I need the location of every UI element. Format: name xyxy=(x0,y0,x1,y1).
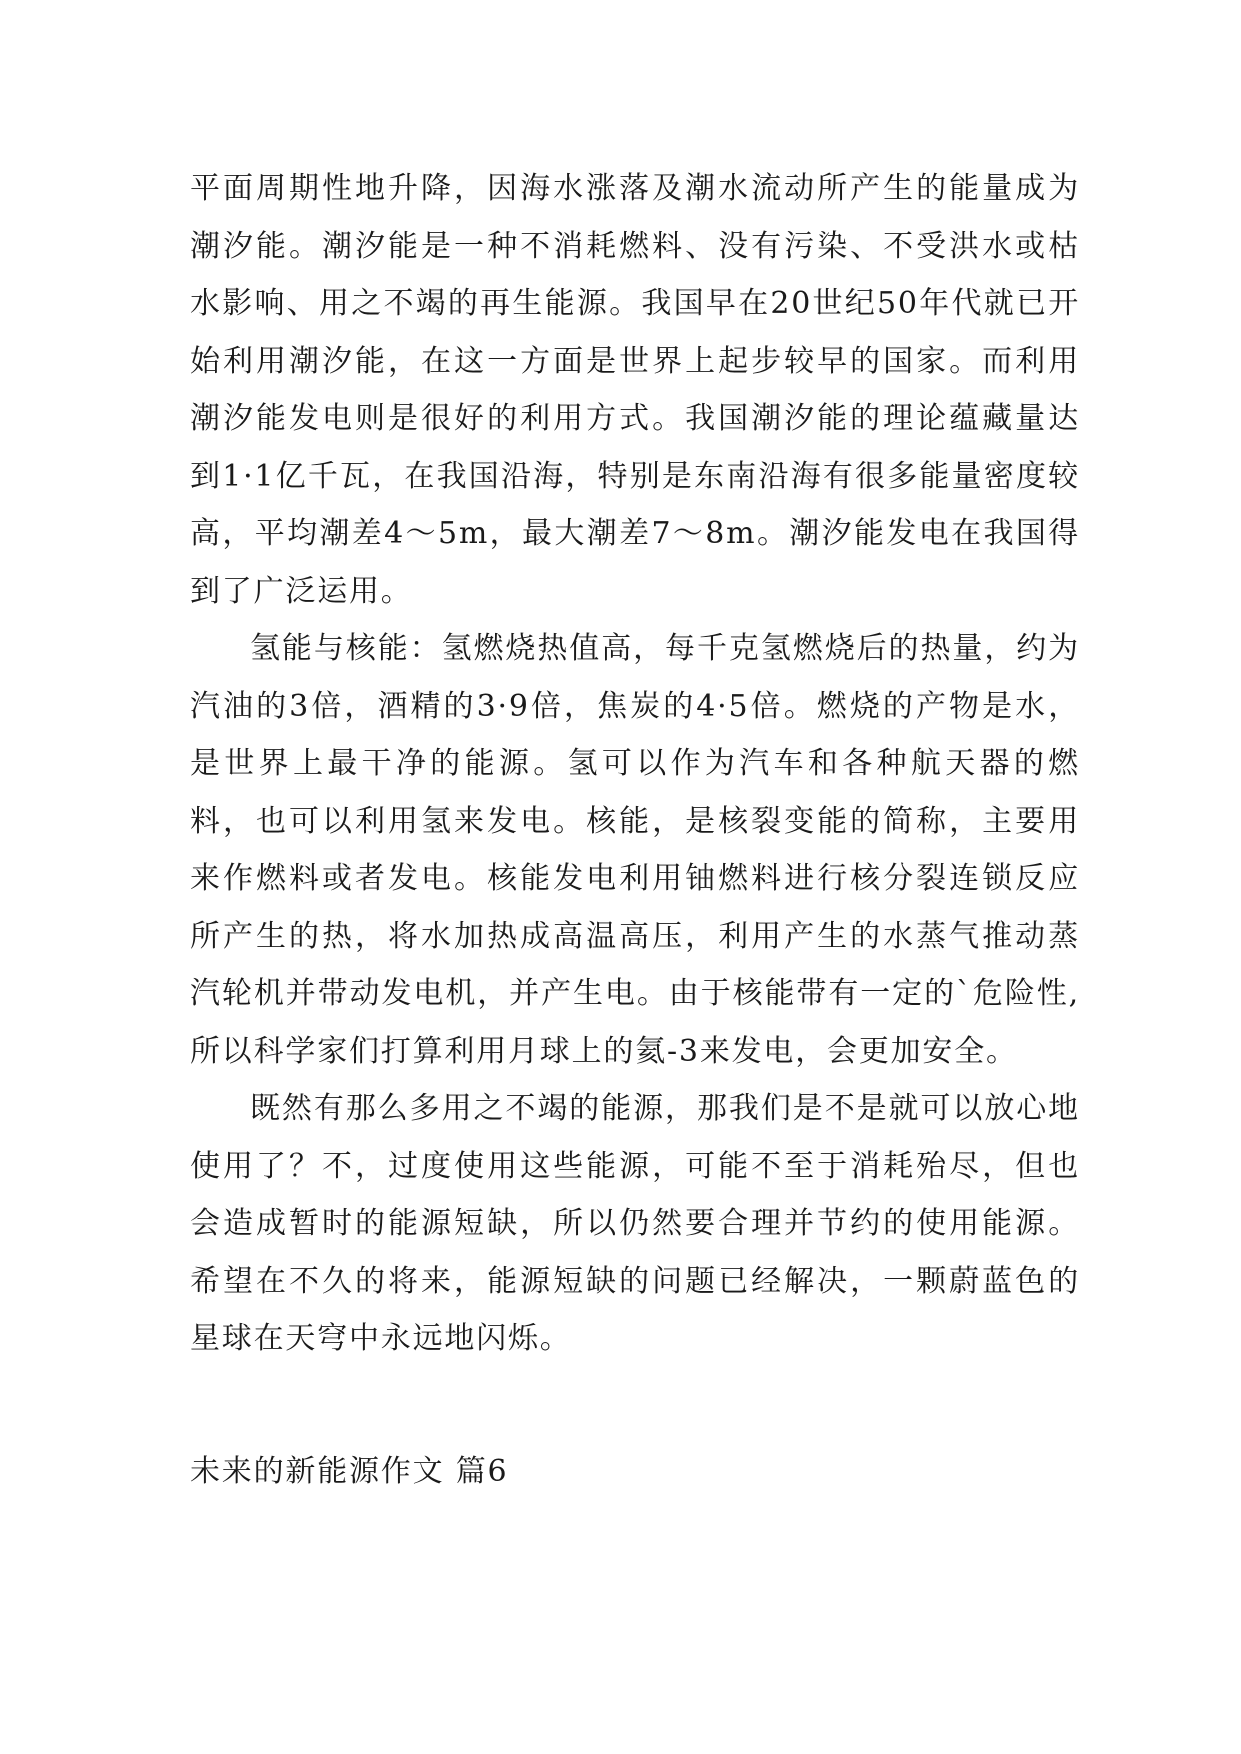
document-body xyxy=(190,160,1080,1500)
paragraph-hydrogen-nuclear: 氢能与核能：氢燃烧热值高，每千克氢燃烧后的热量，约为汽油的3倍，酒精的3·9倍，焦炭的4·5倍。燃烧的产物是水，是世界上最干净的能源。氢可以作为汽车和各种航天器的燃料，也可以利用氢来发电。核能，是核裂变能的简称，主要用来作燃料或者发电。核能发电利用铀燃料进行核分裂连锁反应所产生的热，将水加热成高温高压，利用产生的水蒸气推动蒸汽轮机并带动发电机，并产生电。由于核能带有一定的`危险性,所以科学家们打算利用月球上的氦-3来发电，会更加安全。 xyxy=(190,631,1080,1069)
section-heading: 未来的新能源作文 篇6 xyxy=(190,1453,509,1489)
paragraph-tidal-energy: 平面周期性地升降，因海水涨落及潮水流动所产生的能量成为潮汐能。潮汐能是一种不消耗燃料、没有污染、不受洪水或枯水影响、用之不竭的再生能源。我国早在20世纪50年代就已开始利用潮汐能，在这一方面是世界上起步较早的国家。而利用潮汐能发电则是很好的利用方式。我国潮汐能的理论蕴藏量达到1·1亿千瓦，在我国沿海，特别是东南沿海有很多能量密度较高，平均潮差4～5m，最大潮差7～8m。潮汐能发电在我国得到了广泛运用。 xyxy=(190,171,1080,609)
paragraph-conclusion: 既然有那么多用之不竭的能源，那我们是不是就可以放心地使用了？不，过度使用这些能源，可能不至于消耗殆尽，但也会造成暂时的能源短缺，所以仍然要合理并节约的使用能源。希望在不久的将来，能源短缺的问题已经解决，一颗蔚蓝色的星球在天穹中永远地闪烁。 xyxy=(190,1091,1080,1356)
